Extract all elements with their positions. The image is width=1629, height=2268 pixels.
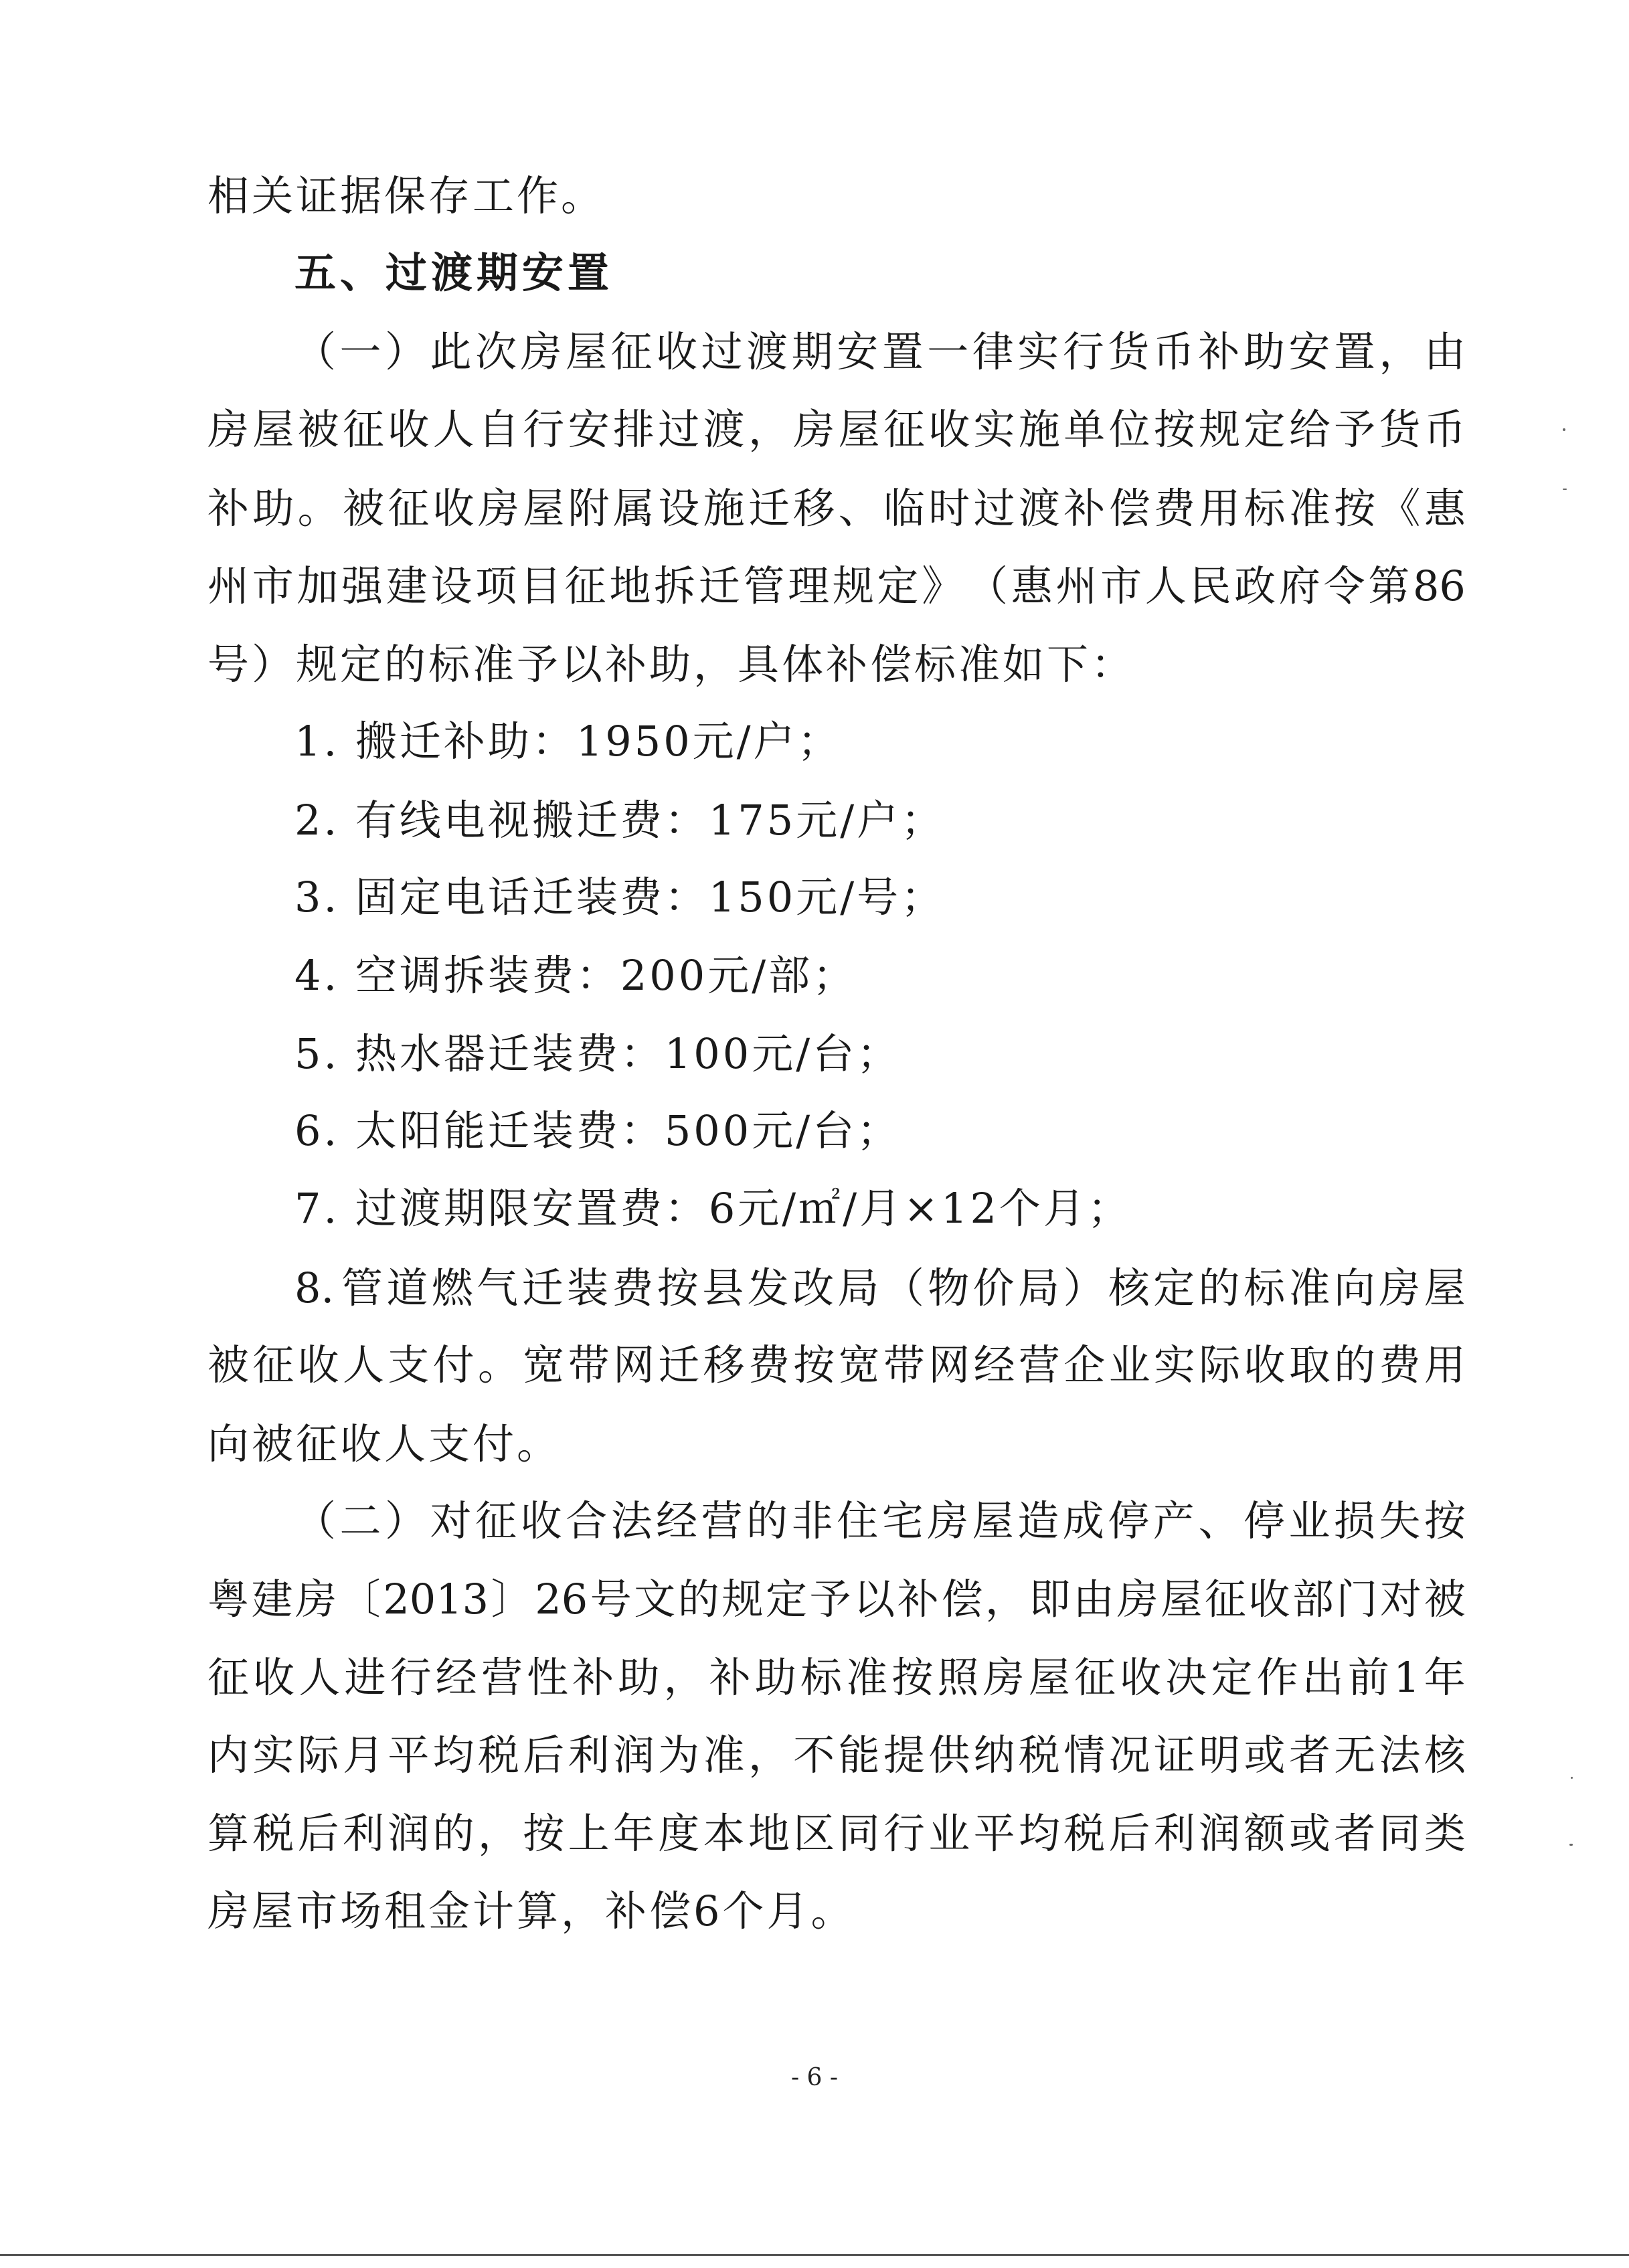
- text-line-justified: 算 税 后 利 润 的 ， 按 上 年 度 本 地 区 同 行 业 平 均 税 后 利 润 额 或 者 同 类: [207, 1809, 1466, 1858]
- text-line: 5. 热水器迁装费：100元/台；: [294, 1029, 902, 1078]
- scan-mark: [1563, 428, 1565, 431]
- text-line: 7. 过渡期限安置费：6元/㎡/月×12个月；: [294, 1184, 1132, 1233]
- text-line: 4. 空调拆装费：200元/部；: [294, 951, 857, 1000]
- text-line: 向被征收人支付。: [207, 1419, 562, 1468]
- text-line-justified: 粤 建 房 〔 2013 〕 26 号 文 的 规 定 予 以 补 偿 ， 即 由 房 屋 征 收 部 门 对 被: [207, 1575, 1466, 1624]
- text-line: 3. 固定电话迁装费：150元/号；: [294, 873, 946, 922]
- text-line-justified: 补 助 。 被 征 收 房 屋 附 属 设 施 迁 移 、 临 时 过 渡 补 偿 费 用 标 准 按 《 惠: [207, 484, 1466, 533]
- text-line: 6. 太阳能迁装费：500元/台；: [294, 1106, 902, 1155]
- text-line: 相关证据保存工作。: [207, 171, 606, 220]
- scan-mark: [1569, 1844, 1573, 1846]
- text-line-justified: 州 市 加 强 建 设 项 目 征 地 拆 迁 管 理 规 定 》 （ 惠 州 市 人 民 政 府 令 第 86: [207, 561, 1466, 610]
- scan-mark: [1563, 489, 1567, 490]
- text-line: 号）规定的标准予以补助，具体补偿标准如下：: [207, 640, 1136, 689]
- text-line: 1. 搬迁补助：1950元/户；: [294, 717, 842, 766]
- text-line-justified: 被 征 收 人 支 付 。 宽 带 网 迁 移 费 按 宽 带 网 经 营 企 业 实 际 收 取 的 费 用: [207, 1340, 1466, 1389]
- section-heading: 五、过渡期安置: [294, 248, 614, 297]
- text-line: 2. 有线电视搬迁费：175元/户；: [294, 796, 946, 845]
- text-line-justified: 内 实 际 月 平 均 税 后 利 润 为 准 ， 不 能 提 供 纳 税 情 况 证 明 或 者 无 法 核: [207, 1731, 1466, 1779]
- text-line-justified: （ 二 ） 对 征 收 合 法 经 营 的 非 住 宅 房 屋 造 成 停 产 、 停 业 损 失 按: [294, 1496, 1466, 1545]
- text-line-justified: （ 一 ） 此 次 房 屋 征 收 过 渡 期 安 置 一 律 实 行 货 币 补 助 安 置 ， 由: [294, 327, 1466, 376]
- text-line-justified: 8. 管 道 燃 气 迁 装 费 按 县 发 改 局 （ 物 价 局 ） 核 定 的 标 准 向 房 屋: [294, 1263, 1466, 1312]
- text-line-justified: 征 收 人 进 行 经 营 性 补 助 ， 补 助 标 准 按 照 房 屋 征 收 决 定 作 出 前 1 年: [207, 1653, 1466, 1702]
- text-line: 房屋市场租金计算，补偿6个月。: [207, 1887, 855, 1935]
- scan-edge-line: [0, 2254, 1629, 2256]
- page-number: - 6 -: [790, 2064, 839, 2091]
- scan-mark: [1571, 1777, 1573, 1779]
- text-line-justified: 房 屋 被 征 收 人 自 行 安 排 过 渡 ， 房 屋 征 收 实 施 单 位 按 规 定 给 予 货 币: [207, 405, 1466, 454]
